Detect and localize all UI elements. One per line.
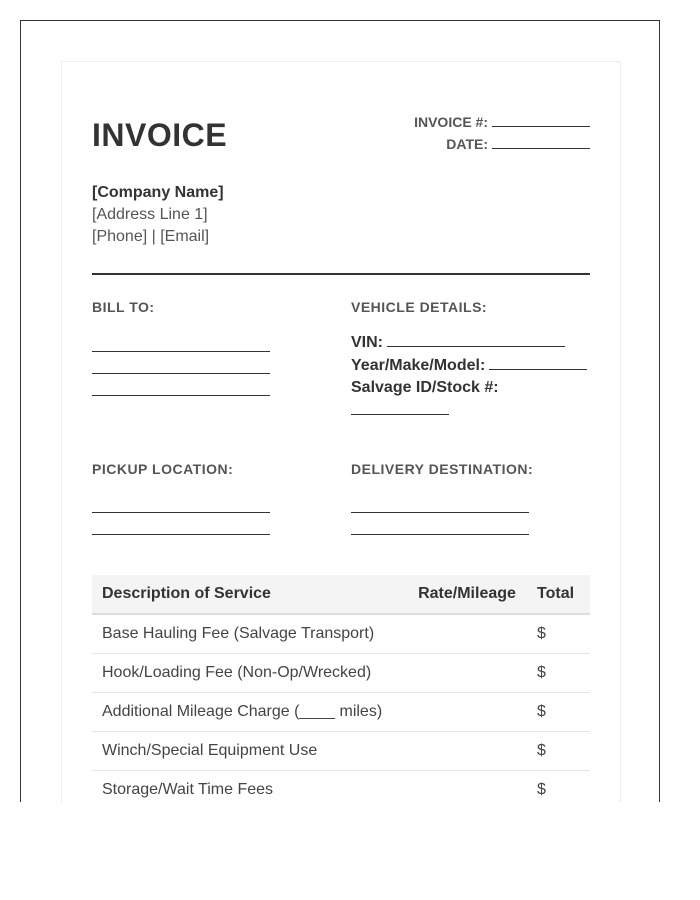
company-address: [Address Line 1] bbox=[92, 206, 208, 223]
row-total[interactable]: $ bbox=[527, 614, 590, 654]
year-make-model-label: Year/Make/Model: bbox=[351, 356, 486, 374]
company-block bbox=[92, 182, 224, 248]
row-rate[interactable] bbox=[407, 771, 527, 803]
row-description: Storage/Wait Time Fees bbox=[92, 771, 407, 803]
year-make-model-row bbox=[351, 355, 587, 378]
row-description: Base Hauling Fee (Salvage Transport) bbox=[92, 614, 407, 654]
document-frame bbox=[20, 20, 660, 802]
table-row bbox=[92, 654, 590, 693]
header-description: Description of Service bbox=[92, 575, 407, 614]
table-header-row bbox=[92, 575, 590, 614]
row-rate[interactable] bbox=[407, 614, 527, 654]
invoice-title: INVOICE bbox=[92, 117, 228, 153]
pickup-line-2[interactable] bbox=[92, 534, 270, 535]
invoice-number-label: INVOICE #: bbox=[414, 114, 488, 130]
table-row bbox=[92, 614, 590, 654]
salvage-id-label: Salvage ID/Stock #: bbox=[351, 379, 499, 396]
delivery-line-1[interactable] bbox=[351, 512, 529, 513]
delivery-destination-label: DELIVERY DESTINATION: bbox=[351, 461, 534, 477]
pickup-location-label: PICKUP LOCATION: bbox=[92, 461, 234, 477]
invoice-number-row bbox=[414, 111, 590, 133]
vin-field[interactable] bbox=[387, 334, 565, 347]
invoice-number-field[interactable] bbox=[492, 114, 590, 127]
vin-row bbox=[351, 332, 587, 355]
row-rate[interactable] bbox=[407, 732, 527, 771]
bill-to-label: BILL TO: bbox=[92, 299, 155, 315]
pickup-line-1[interactable] bbox=[92, 512, 270, 513]
bill-to-line-3[interactable] bbox=[92, 395, 270, 396]
header-divider bbox=[92, 273, 590, 275]
vehicle-details-block bbox=[351, 332, 587, 422]
company-name: [Company Name] bbox=[92, 184, 224, 201]
table-row bbox=[92, 693, 590, 732]
row-description: Additional Mileage Charge (____ miles) bbox=[92, 693, 407, 732]
bill-to-line-2[interactable] bbox=[92, 373, 270, 374]
date-field[interactable] bbox=[492, 136, 590, 149]
date-row bbox=[414, 133, 590, 155]
header-rate-mileage: Rate/Mileage bbox=[407, 575, 527, 614]
services-table bbox=[92, 575, 590, 802]
row-total[interactable]: $ bbox=[527, 654, 590, 693]
row-description: Hook/Loading Fee (Non-Op/Wrecked) bbox=[92, 654, 407, 693]
vehicle-details-label: VEHICLE DETAILS: bbox=[351, 299, 488, 315]
row-total[interactable]: $ bbox=[527, 732, 590, 771]
invoice-sheet bbox=[61, 61, 621, 802]
delivery-line-2[interactable] bbox=[351, 534, 529, 535]
invoice-meta bbox=[414, 111, 590, 155]
row-description: Winch/Special Equipment Use bbox=[92, 732, 407, 771]
salvage-id-field-row bbox=[351, 400, 587, 423]
vin-label: VIN: bbox=[351, 334, 383, 351]
company-contact: [Phone] | [Email] bbox=[92, 228, 210, 245]
table-row bbox=[92, 732, 590, 771]
table-row bbox=[92, 771, 590, 803]
header-total: Total bbox=[527, 575, 590, 614]
year-make-model-field[interactable] bbox=[489, 357, 587, 370]
salvage-id-row bbox=[351, 377, 587, 400]
date-label: DATE: bbox=[446, 136, 488, 152]
row-rate[interactable] bbox=[407, 654, 527, 693]
row-total[interactable]: $ bbox=[527, 771, 590, 803]
row-rate[interactable] bbox=[407, 693, 527, 732]
bill-to-line-1[interactable] bbox=[92, 351, 270, 352]
row-total[interactable]: $ bbox=[527, 693, 590, 732]
salvage-id-field[interactable] bbox=[351, 402, 449, 415]
